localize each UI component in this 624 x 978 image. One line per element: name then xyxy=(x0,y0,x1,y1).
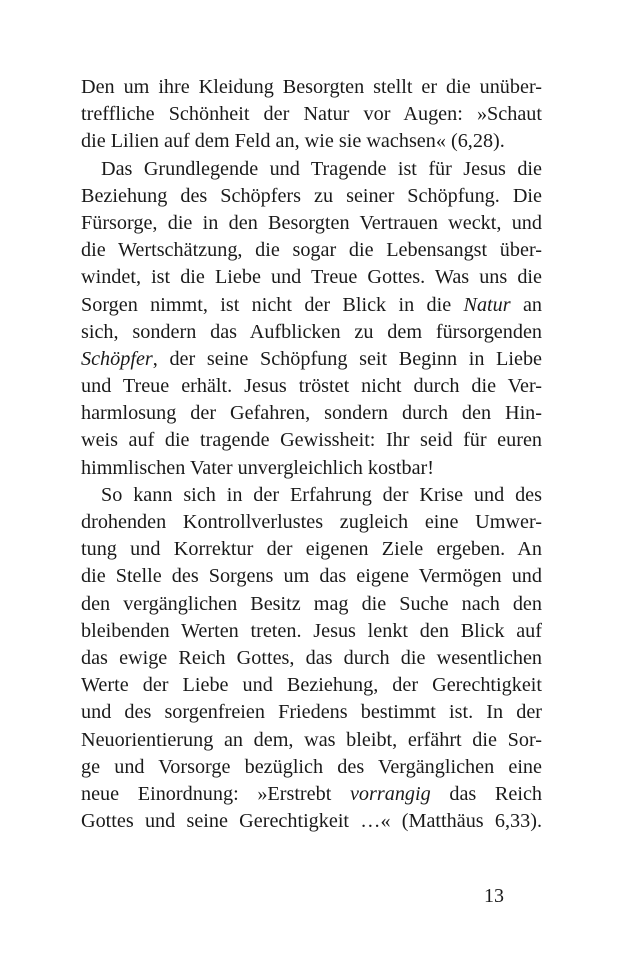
text-run: an xyxy=(510,293,543,316)
text-run: Beziehung des Schöpfers zu seiner Schöpfung. Die xyxy=(81,184,542,207)
text-run: sich, sondern das Aufblicken zu dem fürsorgenden xyxy=(81,320,542,343)
text-line xyxy=(81,536,542,563)
text-line xyxy=(81,292,542,319)
text-line xyxy=(81,74,542,101)
italic-text: vorrangig xyxy=(349,782,431,805)
text-line xyxy=(81,427,542,454)
text-line xyxy=(81,373,542,400)
text-run: windet, ist die Liebe und Treue Gottes. Was uns die xyxy=(81,266,542,289)
text-run: tung und Korrektur der eigenen Ziele ergeben. An xyxy=(81,538,542,561)
text-line xyxy=(81,210,542,237)
text-line xyxy=(81,455,542,482)
italic-text: Schöpfer xyxy=(81,347,153,370)
text-line xyxy=(81,509,542,536)
text-line xyxy=(81,727,542,754)
text-run: drohenden Kontrollverlustes zugleich eine Umwer- xyxy=(81,511,542,533)
text-run: den vergänglichen Besitz mag die Suche nach den xyxy=(81,592,542,615)
text-run: Den um ihre Kleidung Besorgten stellt er die unüber- xyxy=(81,76,542,98)
text-run: Werte der Liebe und Beziehung, der Gerechtigkeit xyxy=(81,674,542,697)
paragraph xyxy=(81,156,542,482)
text-line xyxy=(81,319,542,346)
text-run: , der seine Schöpfung seit Beginn in Liebe xyxy=(152,347,542,370)
text-run: und Treue erhält. Jesus tröstet nicht durch die Ver- xyxy=(81,375,542,398)
text-run: die Wertschätzung, die sogar die Lebensangst über- xyxy=(81,239,542,262)
page-body xyxy=(81,74,542,835)
text-run: und des sorgenfreien Friedens bestimmt ist. In der xyxy=(81,701,542,724)
paragraph xyxy=(81,74,542,156)
text-run: Das Grundlegende und Tragende ist für Jesus die xyxy=(101,157,542,180)
text-line xyxy=(81,808,542,835)
text-run: die Stelle des Sorgens um das eigene Vermögen und xyxy=(81,565,542,588)
text-run: himmlischen Vater unvergleichlich kostbar! xyxy=(81,456,435,479)
text-line xyxy=(81,400,542,427)
italic-text: Natur xyxy=(463,293,511,316)
text-line xyxy=(81,183,542,210)
text-line xyxy=(81,482,542,509)
text-run: treffliche Schönheit der Natur vor Augen: »Schaut xyxy=(81,103,542,126)
text-line xyxy=(81,264,542,291)
text-line xyxy=(81,754,542,781)
text-line xyxy=(81,346,542,373)
paragraph xyxy=(81,482,542,835)
text-run: Gottes und seine Gerechtigkeit …« (Matthäus 6,33). xyxy=(81,810,542,833)
page-number: 13 xyxy=(484,885,504,907)
text-line xyxy=(81,781,542,808)
text-run: Neuorientierung an dem, was bleibt, erfährt die Sor- xyxy=(81,728,542,751)
text-line xyxy=(81,672,542,699)
text-run: So kann sich in der Erfahrung der Krise und des xyxy=(101,483,542,506)
text-line xyxy=(81,618,542,645)
text-line xyxy=(81,591,542,618)
text-line xyxy=(81,645,542,672)
text-run: das ewige Reich Gottes, das durch die wesentlichen xyxy=(81,646,542,669)
text-run: Fürsorge, die in den Besorgten Vertrauen weckt, und xyxy=(81,211,542,234)
text-line xyxy=(81,563,542,590)
text-run: die Lilien auf dem Feld an, wie sie wachsen« (6,28). xyxy=(81,130,505,153)
text-line xyxy=(81,101,542,128)
text-line xyxy=(81,128,542,155)
text-run: bleibenden Werten treten. Jesus lenkt den Blick auf xyxy=(81,619,542,642)
text-line xyxy=(81,156,542,183)
text-run: weis auf die tragende Gewissheit: Ihr seid für euren xyxy=(81,429,542,452)
text-run: ge und Vorsorge bezüglich des Vergänglichen eine xyxy=(81,755,542,778)
text-run: Sorgen nimmt, ist nicht der Blick in die xyxy=(81,293,464,316)
text-line xyxy=(81,237,542,264)
text-run: harmlosung der Gefahren, sondern durch den Hin- xyxy=(81,402,542,425)
text-run: das Reich xyxy=(430,782,542,805)
text-run: neue Einordnung: »Erstrebt xyxy=(81,782,350,805)
text-line xyxy=(81,699,542,726)
